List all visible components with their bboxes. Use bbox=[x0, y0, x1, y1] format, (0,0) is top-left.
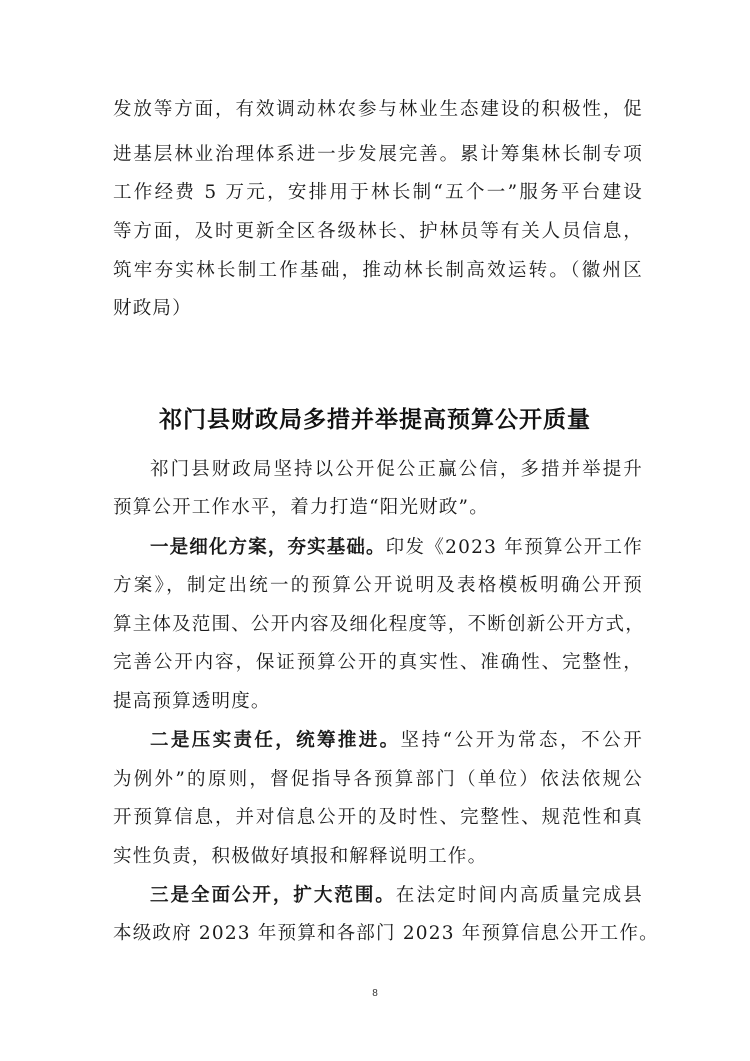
section3-heading: 三是全面公开，扩大范围。 bbox=[150, 885, 396, 906]
section2-first-line bbox=[150, 728, 643, 754]
section2-line-3: 开预算信息，并对信息公开的及时性、完整性、规范性和真 bbox=[113, 807, 643, 828]
section2-first-line-rest: 坚持“公开为常态，不公开 bbox=[400, 730, 643, 751]
prev-article-line-4: 等方面，及时更新全区各级林长、护林员等有关人员信息， bbox=[113, 221, 643, 242]
section1-first-line-rest: 印发《2023 年预算公开工作 bbox=[385, 537, 643, 558]
prev-article-line-6: 财政局） bbox=[113, 298, 192, 319]
section1-line-3: 算主体及范围、公开内容及细化程度等，不断创新公开方式， bbox=[113, 614, 645, 635]
section3-first-line bbox=[150, 883, 643, 909]
prev-article-line-1: 发放等方面，有效调动林农参与林业生态建设的积极性，促 bbox=[113, 99, 643, 120]
intro-line-1: 祁门县财政局坚持以公开促公正赢公信，多措并举提升 bbox=[150, 459, 643, 480]
section1-heading: 一是细化方案，夯实基础。 bbox=[150, 537, 386, 558]
article-title: 祁门县财政局多措并举提高预算公开质量 bbox=[159, 407, 591, 433]
section2-line-4: 实性负责，积极做好填报和解释说明工作。 bbox=[113, 846, 488, 867]
section1-line-4: 完善公开内容，保证预算公开的真实性、准确性、完整性， bbox=[113, 652, 643, 673]
page-number: 8 bbox=[372, 988, 378, 999]
prev-article-line-5: 筑牢夯实林长制工作基础，推动林长制高效运转。（徽州区 bbox=[113, 260, 643, 281]
prev-article-line-3: 工作经费 5 万元，安排用于林长制“五个一”服务平台建设 bbox=[113, 182, 643, 203]
section1-first-line bbox=[150, 535, 643, 561]
section2-line-2: 为例外”的原则，督促指导各预算部门（单位）依法依规公 bbox=[113, 769, 643, 790]
section1-line-2: 方案》，制定出统一的预算公开说明及表格模板明确公开预 bbox=[113, 575, 643, 596]
section3-line-2: 本级政府 2023 年预算和各部门 2023 年预算信息公开工作。 bbox=[113, 923, 659, 944]
prev-article-line-2: 进基层林业治理体系进一步发展完善。累计筹集林长制专项 bbox=[113, 144, 643, 165]
section2-heading: 二是压实责任，统筹推进。 bbox=[150, 730, 401, 751]
section1-line-5: 提高预算透明度。 bbox=[113, 691, 271, 712]
section3-first-line-rest: 在法定时间内高质量完成县 bbox=[395, 885, 643, 906]
intro-line-2: 预算公开工作水平，着力打造“阳光财政”。 bbox=[113, 497, 489, 518]
